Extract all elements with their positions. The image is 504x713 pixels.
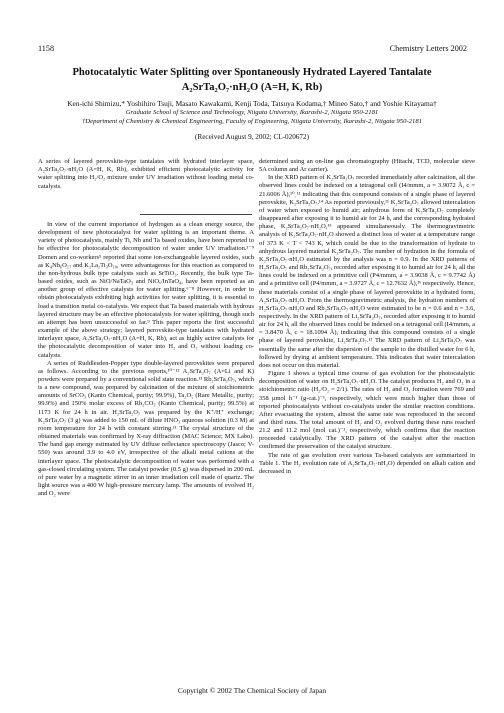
author-list: Ken-ichi Shimizu,* Yoshihiro Tsuji, Masato Kawakami, Kenji Toda, Tatsuya Kodama,† Mineo Sato,† and Yoshie Kitayama† <box>67 99 437 108</box>
left-column <box>38 221 254 498</box>
copyright-notice: Copyright © 2002 The Chemical Society of Japan <box>177 686 327 695</box>
body-paragraph: determined using an on-line gas chromatography (Hitachi, TCD, molecular sieve 5A column and Ar carrier). <box>259 158 475 174</box>
body-paragraph: The rate of gas evolution over various Ta-based catalysts are summarized in Table 1. The H₂ evolution rate of A₂SrTa₂O₇·nH₂O) depended on alkali cation and decreased in <box>259 451 475 475</box>
abstract-divider <box>140 214 252 215</box>
body-paragraph: A series of Ruddlesden-Popper type double-layered perovskites were prepared as follows. According to the previous reports,¹⁰⁻¹² A₂SrTa₂O₇ (A=Li and K) powders were prepared by a conventional solid state reaction.¹³ Rb₂SrTa₂O₇, which is a new compound, was prepared by calcination of the mixture of stoichiometric amounts of SrCO₃ (Kanto Chemical, purity; 99.9%), Ta₂O₅ (Rare Metallic, purity; 99.9%) and 150% molar excess of Rb₂CO₃ (Kanto Chemical, purity; 99.5%) at 1173 K for 24 h in air. H₂SrTa₂O₇ was prepared by the K⁺/H⁺ exchange; K₂SrTa₂O₇ (3 g) was added to 150 mL of dilute HNO₃ aqueous solution (0.3 M) at room temperature for 24 h with constant stirring.¹¹ The crystal structure of the obtained materials was confirmed by X-ray diffraction (MAC Science; MX Labo). The band gap energy estimated by UV diffuse reflectance spectroscopy (Jasco; V-550) was around 3.9 to 4.0 eV, irrespective of the alkali metal cations at the interlayer space. The photocatalytic decomposition of water was performed with a gas-closed circulating system. The catalyst powder (0.5 g) was dispersed in 200 mL of pure water by a magnetic stirrer in an inner irradiation cell made of quartz. The light source was a 400 W high-pressure mercury lamp. The amounts of evolved H₂ and O₂ were <box>38 359 254 498</box>
received-date: (Received August 9, 2002; CL-020672) <box>195 133 309 141</box>
paper-title-line2: A₂SrTa₂O₇·nH₂O (A=H, K, Rb) <box>181 82 323 93</box>
affiliation-1: Graduate School of Science and Technology, Niigata University, Ikarashi-2, Niigata 950-2181 <box>125 109 379 116</box>
body-paragraph: Figure 1 shows a typical time course of gas evolution for the photocatalytic decomposition of water on H₂SrTa₂O₇·nH₂O. The catalyst produces H₂ and O₂ in a stoichiometric ratio (H₂/O₂ = 2/1). The rates of H₂ and O₂ formation were 769 and 358 μmol h⁻¹ (g-cat.)⁻¹, respectively, which were much higher than those of reported photocatalysts without co-catalysts under the similar reaction conditions. After evacuating the system, almost the same rate was reproduced in the second and third runs. The total amount of H₂ and O₂ evolved during these runs reached 21.2 and 11.2 mol (mol cat.)⁻¹, respectively, which confirms that the reaction proceeded catalytically. The XRD pattern of the catalyst after the reaction confirmed the preservation of the catalyst structure. <box>259 370 475 451</box>
affiliation-2: †Department of Chemistry & Chemical Engineering, Faculty of Engineering, Niigata University, Ikarashi-2, Niigata 950-2181 <box>81 118 423 125</box>
paper-title-line1: Photocatalytic Water Splitting over Spontaneously Hydrated Layered Tantalate <box>72 67 432 78</box>
abstract <box>38 158 254 191</box>
body-paragraph: In the XRD pattern of K₂SrTa₂O₇ recorded immediately after calcination, all the observed lines could be indexed on a tetragonal cell (I4/mmm, a = 3.9072 Å, c = 21.6006 Å),¹⁰ˌ¹¹ indicating that this compound consists of a single phase of layered perovskite, K₂SrTa₂O₇.¹⁴ As reported previously,¹¹ K₂SrTa₂O₇ allowed intercalation of water when exposed to humid air; anhydrous form of K₂SrTa₂O₇ completely disappeared after exposing it to humid air for 24 h, and the corresponding hydrated phase, K₂SrTa₂O₇·nH₂O,¹⁵ appeared simultaneously. The thermogravimetric analysis of K₂SrTa₂O₇·nH₂O showed a distinct loss of water at a temperature range of 373 K < T < 743 K, which could be due to the transformation of hydrate to anhydrous layered material K₂SrTa₂O₇. The number of hydration in the formula of K₂SrTa₂O₇·nH₂O estimated by the analysis was n = 0.9. In the XRD patterns of H₂SrTa₂O₇ and Rb₂SrTa₂O₇, recorded after exposing it to humid air for 24 h, all the lines could be indexed on a primitive cell (P4/mmm, a = 3.9038 Å, c = 9.7742 Å) and a primitive cell (P4/mmm, a = 3.9727 Å, c = 12.7632 Å),¹⁶ respectively. Hence, these materials consist of a single phase of layered perovskite in a hydrated form, A₂SrTa₂O₇·nH₂O. From the thermogravimetric analysis, the hydration numbers of H₂SrTa₂O₇·nH₂O and Rb₂SrTa₂O₇·nH₂O were estimated to be n = 0.6 and n = 3.6, respectively. In the XRD pattern of Li₂SrTa₂O₇, recorded after exposing it to humid air for 24 h, all the observed lines could be indexed on a tetragonal cell (I4/mmm, a = 3.8470 Å, c = 18.1094 Å), indicating that this compound consists of a single phase of layered perovskite, Li₂SrTa₂O₇.¹² The XRD pattern of Li₂SrTa₂O₇ was essentially the same after the dispersion of the sample to the distilled water for 6 h, followed by drying at ambient temperature. This indicates that water intercalation does not occur on this material. <box>259 174 475 369</box>
page-number: 1158 <box>38 44 55 53</box>
right-column <box>259 158 475 476</box>
body-paragraph: In view of the current importance of hydrogen as a clean energy source, the development of new photocatalyst for water splitting is an important theme. A variety of photocatalysts, mainly Ti, Nb and Ta based oxides, have been reported to be effective for photocatalytic decomposition of water under UV irradiation.¹⁻⁹ Domen and co-workers⁵ reported that some ion-exchangeable layered oxides, such as K₄Nb₆O₁₇ and K₂La₂Ti₃O₁₀, were advantageous for this reaction as compared to the non-hydrous bulk type catalysts such as SrTiO₃. Recently, the bulk type Ta-based oxides, such as NiO/NaTaO₃ and NiOₓ/InTaO₄, have been reported as an another group of effective catalysts for water splitting.⁶⁻⁸ However, in order to obtain photocatalysts exhibiting high activities for water splitting, it is essential to load a transition metal co-catalysts. We expect that Ta based materials with hydrous layered structure may be an effective photocatalysts for water splitting, though such an attempt has been unsuccessful so far.⁹ This paper reports the first successful example of the above strategy; layered perovskite-type tantalates with hydrated interlayer space, A₂SrTa₂O₇·nH₂O (A=H, K, Rb), act as highly active catalysts for the photocatalytic decomposition of water into H₂ and O₂ without loading co-catalysts. <box>38 221 254 359</box>
abstract-text: A series of layered perovskite-type tantalates with hydrated interlayer space, A₂SrTa₂O₇·nH₂O (A=H, K, Rb), exhibited efficient photocatalytic activity for water splitting into H₂/O₂ mixture under UV irradiation without loading metal co-catalysts. <box>38 158 254 190</box>
journal-name: Chemistry Letters 2002 <box>389 44 467 53</box>
